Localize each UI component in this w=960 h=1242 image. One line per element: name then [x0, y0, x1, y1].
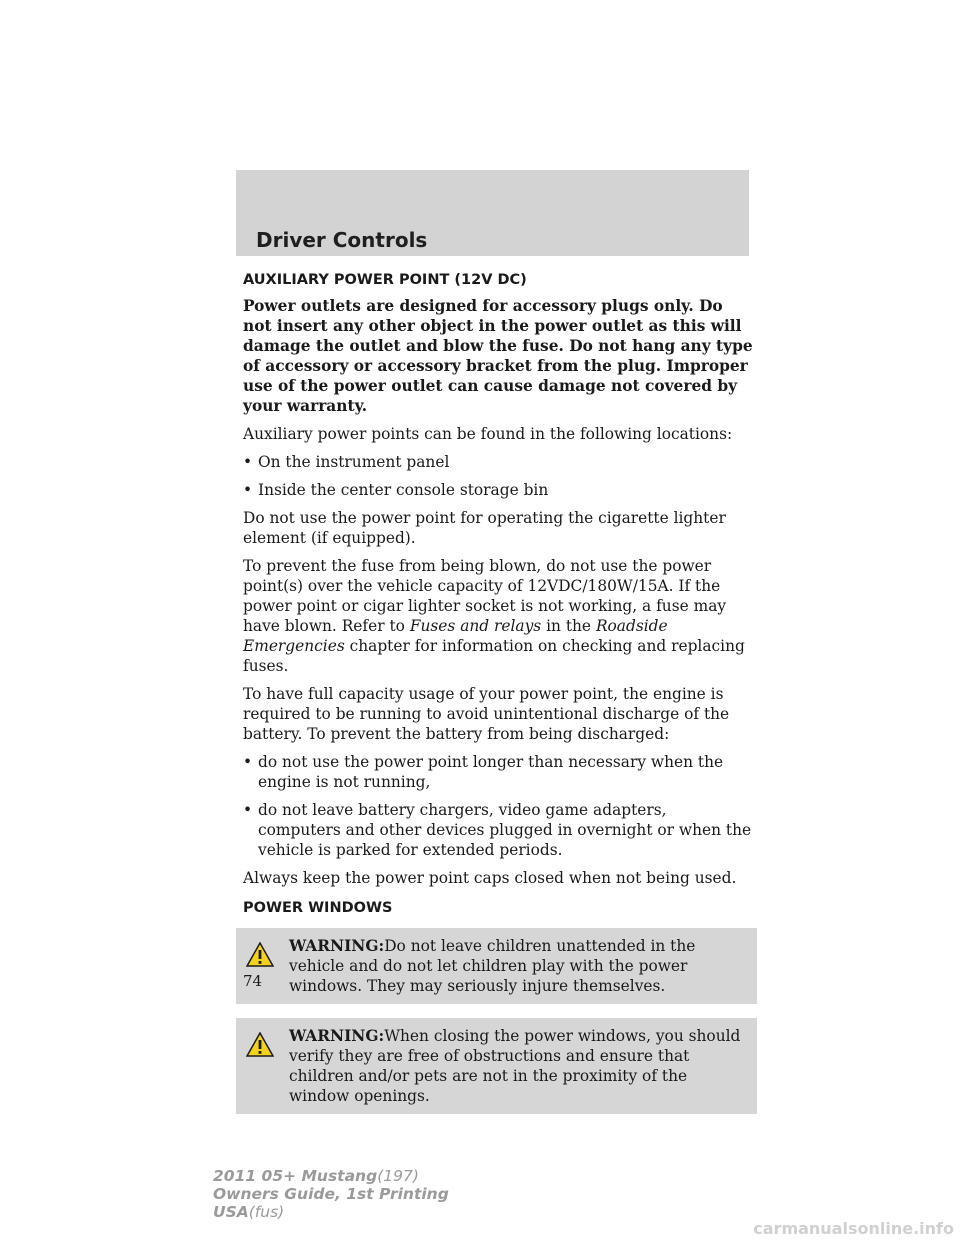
warning-box	[236, 928, 757, 1004]
roadside-reference: Roadside Emergencies	[243, 617, 668, 655]
list-item: • do not leave battery chargers, video game adapters, computers and other devices plugged in overnight or when the vehicle is parked for extended periods.	[243, 801, 752, 859]
warning-box	[236, 1018, 757, 1114]
capacity-paragraph: To have full capacity usage of your power point, the engine is required to be running to avoid unintentional discharge of the battery. To prevent the battery from being discharged:	[243, 685, 730, 743]
chapter-title: Driver Controls	[256, 228, 428, 252]
fuse-paragraph: To prevent the fuse from being blown, do not use the power point(s) over the vehicle capacity of 12VDC/180W/15A. If the power point or cigar lighter socket is not working, a fuse may have blown. Refer to Fuses and relays in the Roadside Emergencies chapter for information on checking and replacing fuses.	[243, 557, 745, 675]
watermark: carmanualsonline.info	[753, 1219, 954, 1238]
locations-intro: Auxiliary power points can be found in the following locations:	[243, 425, 733, 443]
warning-text: When closing the power windows, you should verify they are free of obstructions and ensure that children and/or pets are not in the proximity of the window openings.	[289, 1027, 741, 1105]
section-header-bar	[236, 170, 749, 256]
page-number: 74	[243, 972, 263, 990]
power-outlet-warning: Power outlets are designed for accessory plugs only. Do not insert any other object in the power outlet as this will damage the outlet and blow the fuse. Do not hang any type of accessory or accessory bracket from the plug. Improper use of the power outlet can cause damage not covered by your warranty.	[243, 297, 753, 415]
warning-label: WARNING:	[289, 937, 385, 955]
caps-note: Always keep the power point caps closed when not being used.	[243, 869, 737, 887]
list-item: • do not use the power point longer than necessary when the engine is not running,	[243, 753, 724, 791]
warning-label: WARNING:	[289, 1027, 385, 1045]
print-footer: 2011 05+ Mustang(197) Owners Guide, 1st Printing USA(fus)	[213, 1167, 449, 1221]
section-heading-power-point: AUXILIARY POWER POINT (12V DC)	[243, 272, 527, 288]
warning-triangle-icon	[246, 1032, 274, 1057]
list-item: • On the instrument panel	[243, 453, 450, 471]
page-content	[243, 262, 753, 1124]
list-item: • Inside the center console storage bin	[243, 481, 549, 499]
warning-text: Do not leave children unattended in the vehicle and do not let children play with the power windows. They may seriously injure themselves.	[289, 937, 696, 995]
lighter-note: Do not use the power point for operating the cigarette lighter element (if equipped).	[243, 509, 726, 547]
warning-triangle-icon	[246, 942, 274, 967]
fuses-reference: Fuses and relays	[409, 617, 542, 635]
section-heading-power-windows: POWER WINDOWS	[243, 900, 393, 916]
